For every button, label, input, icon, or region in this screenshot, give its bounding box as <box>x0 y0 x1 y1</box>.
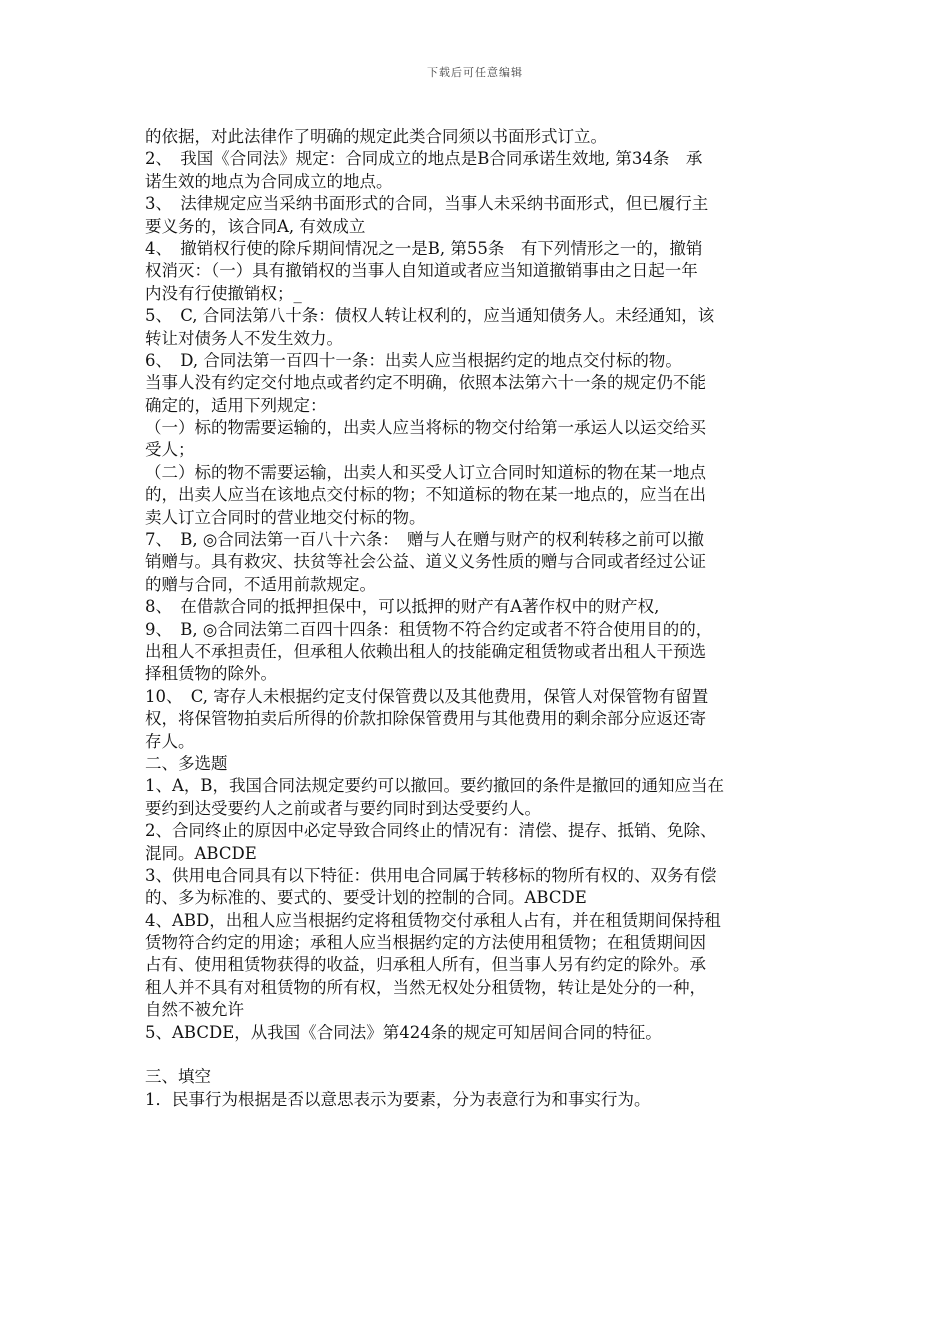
text-line: 8、 在借款合同的抵押担保中，可以抵押的财产有A著作权中的财产权, <box>145 597 660 617</box>
text-line: 1、A，B，我国合同法规定要约可以撤回。要约撤回的条件是撤回的通知应当在 <box>145 776 725 796</box>
section-heading: 三、填空 <box>145 1067 211 1087</box>
text-line: 6、 D, 合同法第一百四十一条：出卖人应当根据约定的地点交付标的物。 <box>145 350 682 370</box>
text-line: 当事人没有约定交付地点或者约定不明确，依照本法第六十一条的规定仍不能 <box>145 373 706 393</box>
text-line: 受人； <box>145 440 195 460</box>
blank-line <box>145 1044 810 1066</box>
text-line: 要义务的，该合同A, 有效成立 <box>145 216 366 236</box>
text-line: （二）标的物不需要运输，出卖人和买受人订立合同时知道标的物在某一地点 <box>145 462 706 482</box>
text-line: 的赠与合同，不适用前款规定。 <box>145 574 376 594</box>
text-line: 自然不被允许 <box>145 1000 244 1020</box>
text-line: 占有、使用租赁物获得的收益，归承租人所有，但当事人另有约定的除外。承 <box>145 955 706 975</box>
text-line: 3、 法律规定应当采纳书面形式的合同，当事人未采纳书面形式，但已履行主 <box>145 194 709 214</box>
text-line: 1．民事行为根据是否以意思表示为要素，分为表意行为和事实行为。 <box>145 1089 651 1109</box>
text-line: 混同。ABCDE <box>145 843 257 863</box>
text-line: 的依据，对此法律作了明确的规定此类合同须以书面形式订立。 <box>145 127 607 146</box>
text-line: 5、ABCDE，从我国《合同法》第424条的规定可知居间合同的特征。 <box>145 1022 662 1042</box>
text-line: 租人并不具有对租赁物的所有权，当然无权处分租赁物，转让是处分的一种， <box>145 977 706 997</box>
text-line: 7、 B, ◎合同法第一百八十六条： 赠与人在赠与财产的权利转移之前可以撤 <box>145 530 705 550</box>
page-header: 下载后可任意编辑 <box>427 66 523 79</box>
text-line: 确定的，适用下列规定： <box>145 395 327 415</box>
section-heading: 二、多选题 <box>145 753 228 773</box>
text-line: 9、 B, ◎合同法第二百四十四条：租赁物不符合约定或者不符合使用目的的， <box>145 619 713 639</box>
text-line: 存人。 <box>145 731 195 751</box>
text-line: 2、合同终止的原因中必定导致合同终止的情况有：清偿、提存、抵销、免除、 <box>145 821 717 841</box>
text-line: 内没有行使撤销权；_ <box>145 283 302 303</box>
text-line: 出租人不承担责任，但承租人依赖出租人的技能确定租赁物或者出租人干预选 <box>145 641 706 661</box>
text-line: 权消灭：（一）具有撤销权的当事人自知道或者应当知道撤销事由之日起一年 <box>145 261 698 281</box>
text-line: 销赠与。具有救灾、扶贫等社会公益、道义义务性质的赠与合同或者经过公证 <box>145 552 706 572</box>
text-line: 卖人订立合同时的营业地交付标的物。 <box>145 507 426 527</box>
text-line: 4、ABD，出租人应当根据约定将租赁物交付承租人占有，并在租赁期间保持租 <box>145 910 721 930</box>
text-line: （一）标的物需要运输的，出卖人应当将标的物交付给第一承运人以运交给买 <box>145 418 706 438</box>
text-line: 4、 撤销权行使的除斥期间情况之一是B, 第55条 有下列情形之一的，撤销 <box>145 238 703 258</box>
text-line: 的、多为标准的、要式的、要受计划的控制的合同。ABCDE <box>145 888 587 908</box>
text-line: 诺生效的地点为合同成立的地点。 <box>145 171 393 191</box>
text-line: 3、供用电合同具有以下特征：供用电合同属于转移标的物所有权的、双务有偿 <box>145 865 717 885</box>
text-line: 权，将保管物拍卖后所得的价款扣除保管费用与其他费用的剩余部分应返还寄 <box>145 709 706 729</box>
text-line: 转让对债务人不发生效力。 <box>145 328 343 348</box>
text-line: 的，出卖人应当在该地点交付标的物；不知道标的物在某一地点的，应当在出 <box>145 485 706 505</box>
document-body <box>145 126 810 1111</box>
text-line: 择租赁物的除外。 <box>145 664 277 684</box>
text-line: 赁物符合约定的用途；承租人应当根据约定的方法使用租赁物；在租赁期间因 <box>145 933 706 953</box>
text-line: 要约到达受要约人之前或者与要约同时到达受要约人。 <box>145 798 541 818</box>
text-line: 5、 C, 合同法第八十条：债权人转让权利的，应当通知债务人。未经通知，该 <box>145 306 715 326</box>
text-line: 10、 C, 寄存人未根据约定支付保管费以及其他费用，保管人对保管物有留置 <box>145 686 709 706</box>
text-line: 2、 我国《合同法》规定：合同成立的地点是B合同承诺生效地, 第34条 承 <box>145 149 703 169</box>
